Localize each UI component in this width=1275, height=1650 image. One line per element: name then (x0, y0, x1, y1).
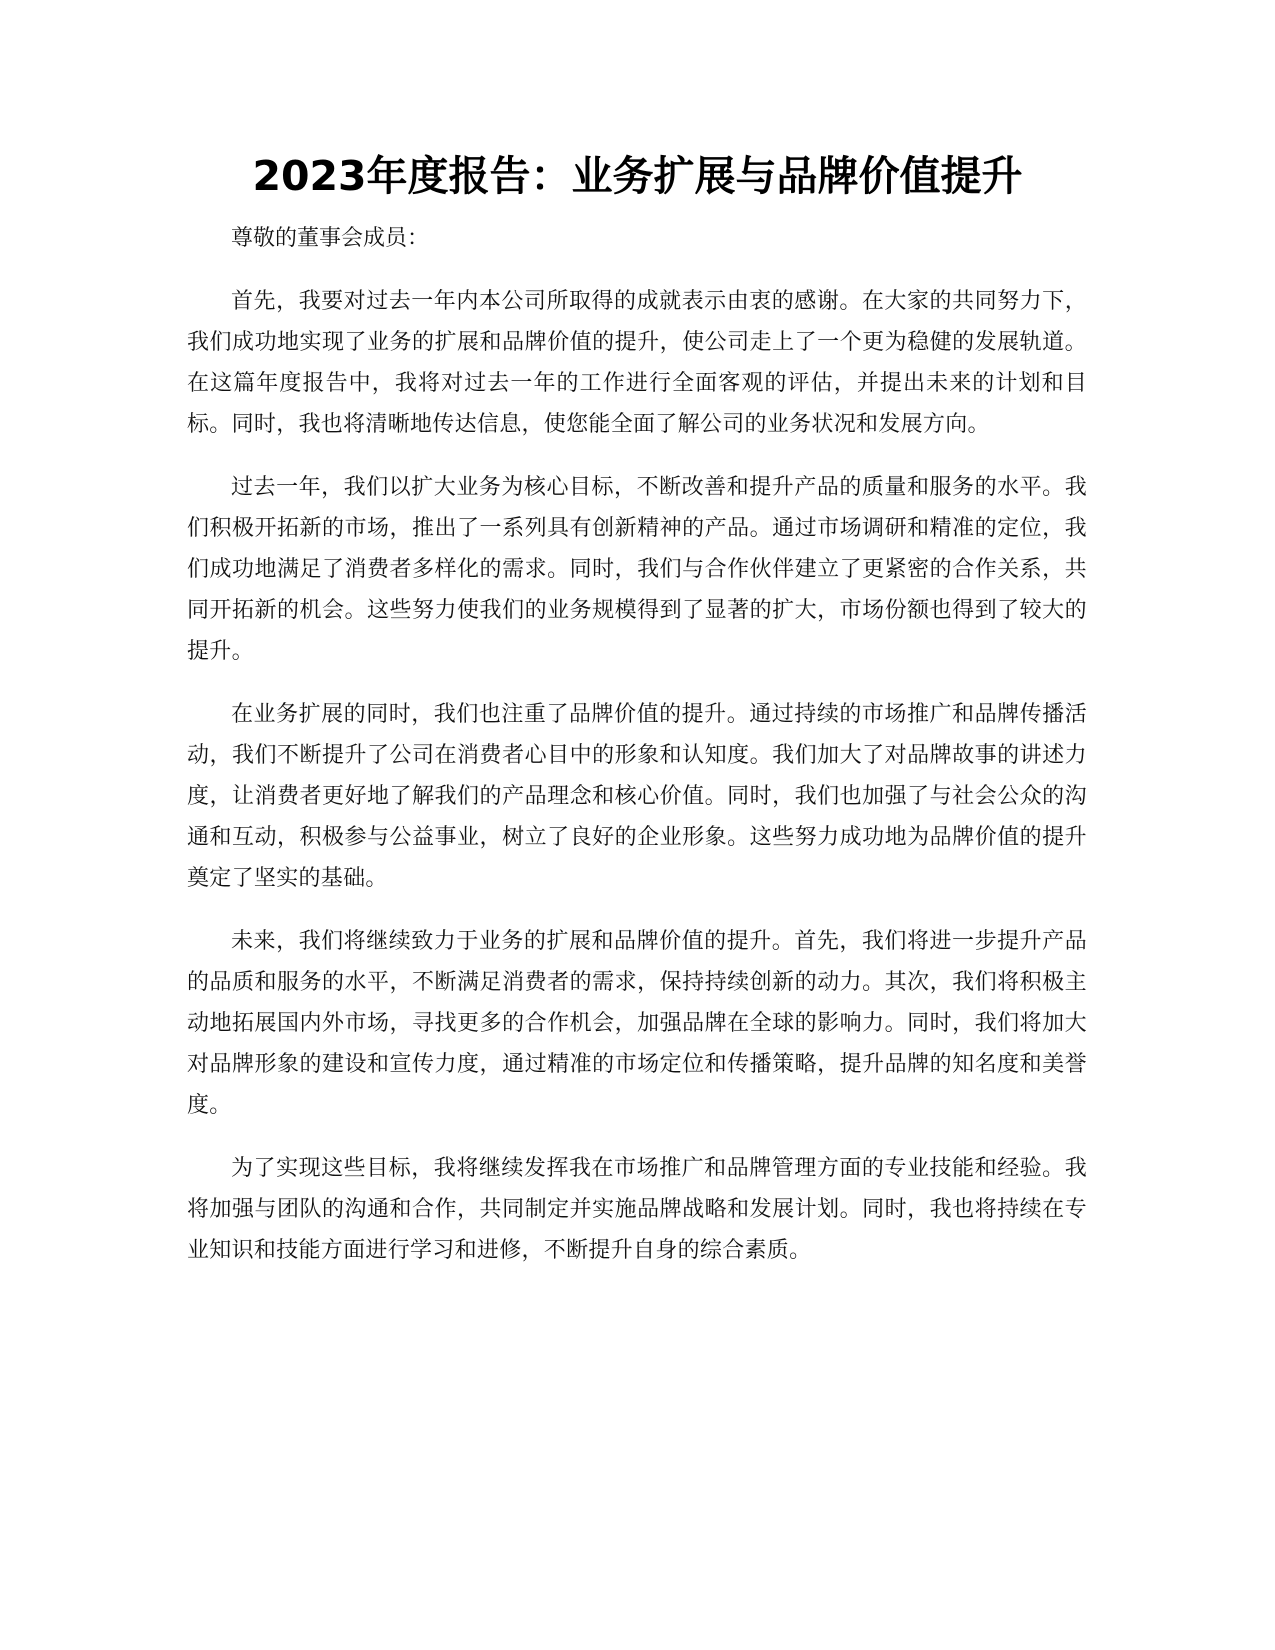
paragraph-business-expansion: 过去一年，我们以扩大业务为核心目标，不断改善和提升产品的质量和服务的水平。我们积极开拓新的市场，推出了一系列具有创新精神的产品。通过市场调研和精准的定位，我们成功地满足了消费者多样化的需求。同时，我们与合作伙伴建立了更紧密的合作关系，共同开拓新的机会。这些努力使我们的业务规模得到了显著的扩大，市场份额也得到了较大的提升。 (187, 475, 1087, 664)
salutation: 尊敬的董事会成员： (231, 226, 430, 251)
document-body (187, 218, 1087, 1293)
paragraph-brand-value: 在业务扩展的同时，我们也注重了品牌价值的提升。通过持续的市场推广和品牌传播活动，我们不断提升了公司在消费者心目中的形象和认知度。我们加大了对品牌故事的讲述力度，让消费者更好地了解我们的产品理念和核心价值。同时，我们也加强了与社会公众的沟通和互动，积极参与公益事业，树立了良好的企业形象。这些努力成功地为品牌价值的提升奠定了坚实的基础。 (187, 702, 1087, 891)
document-title: 2023年度报告：业务扩展与品牌价值提升 (252, 152, 1023, 200)
paragraph-future-plans: 未来，我们将继续致力于业务的扩展和品牌价值的提升。首先，我们将进一步提升产品的品质和服务的水平，不断满足消费者的需求，保持持续创新的动力。其次，我们将积极主动地拓展国内外市场，寻找更多的合作机会，加强品牌在全球的影响力。同时，我们将加大对品牌形象的建设和宣传力度，通过精准的市场定位和传播策略，提升品牌的知名度和美誉度。 (187, 929, 1087, 1118)
paragraph-gratitude: 首先，我要对过去一年内本公司所取得的成就表示由衷的感谢。在大家的共同努力下，我们成功地实现了业务的扩展和品牌价值的提升，使公司走上了一个更为稳健的发展轨道。在这篇年度报告中，我将对过去一年的工作进行全面客观的评估，并提出未来的计划和目标。同时，我也将清晰地传达信息，使您能全面了解公司的业务状况和发展方向。 (187, 289, 1087, 437)
paragraph-personal-commitment: 为了实现这些目标，我将继续发挥我在市场推广和品牌管理方面的专业技能和经验。我将加强与团队的沟通和合作，共同制定并实施品牌战略和发展计划。同时，我也将持续在专业知识和技能方面进行学习和进修，不断提升自身的综合素质。 (187, 1156, 1087, 1263)
